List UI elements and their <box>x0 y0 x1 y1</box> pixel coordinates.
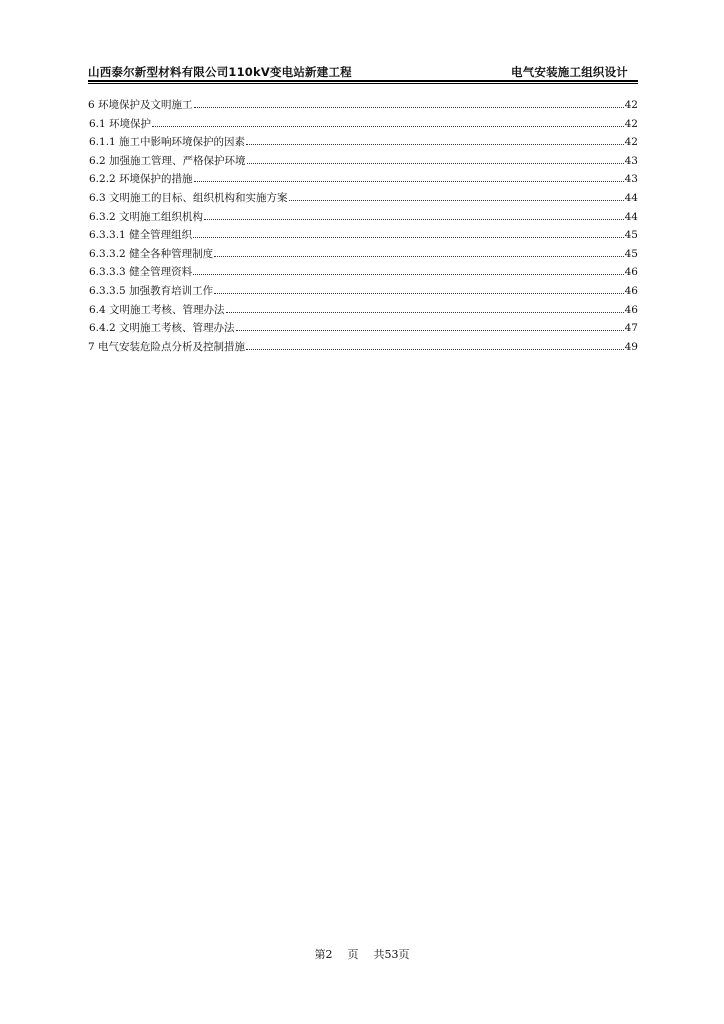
toc-entry[interactable] <box>88 170 638 189</box>
toc-dot-leader <box>289 200 624 201</box>
toc-entry-page: 42 <box>624 136 638 149</box>
toc-entry-title: 6.3.3.5 加强教育培训工作 <box>89 284 214 297</box>
toc-dot-leader <box>194 181 624 182</box>
header-rule <box>88 80 638 82</box>
page-footer <box>0 946 724 962</box>
toc-dot-leader <box>152 126 624 127</box>
toc-entry[interactable] <box>88 96 638 115</box>
toc-entry[interactable] <box>88 189 638 208</box>
toc-entry-page: 45 <box>624 229 638 242</box>
toc-dot-leader <box>193 237 624 238</box>
toc-entry[interactable] <box>88 133 638 152</box>
footer-page-number: 2 <box>325 948 333 961</box>
header-project-title: 山西泰尔新型材料有限公司110kV变电站新建工程 <box>88 65 352 79</box>
toc-dot-leader <box>193 274 624 275</box>
footer-total-pages: 共53页 <box>373 948 410 961</box>
toc-entry-page: 44 <box>624 210 638 223</box>
header-document-title: 电气安装施工组织设计 <box>511 65 628 79</box>
toc-entry[interactable] <box>88 152 638 171</box>
table-of-contents <box>88 96 638 356</box>
toc-entry-title: 6.1.1 施工中影响环境保护的因素 <box>89 136 246 149</box>
toc-entry-page: 43 <box>624 173 638 186</box>
toc-dot-leader <box>246 349 624 350</box>
toc-dot-leader <box>226 312 624 313</box>
toc-entry[interactable] <box>88 338 638 357</box>
toc-entry-page: 49 <box>624 340 638 353</box>
toc-dot-leader <box>214 256 624 257</box>
toc-dot-leader <box>236 330 624 331</box>
toc-entry-title: 6.3 文明施工的目标、组织机构和实施方案 <box>89 191 288 204</box>
toc-entry-page: 42 <box>624 117 638 130</box>
toc-entry-title: 6.2 加强施工管理、严格保护环境 <box>89 154 246 167</box>
footer-page-prefix: 第 <box>314 948 326 961</box>
toc-dot-leader <box>247 163 624 164</box>
toc-entry-title: 6.3.2 文明施工组织机构 <box>89 210 204 223</box>
toc-dot-leader <box>246 144 624 145</box>
toc-entry-page: 43 <box>624 154 638 167</box>
toc-entry[interactable] <box>88 245 638 264</box>
toc-dot-leader <box>214 293 624 294</box>
toc-dot-leader <box>204 219 624 220</box>
toc-entry-page: 45 <box>624 247 638 260</box>
toc-entry-title: 6 环境保护及文明施工 <box>88 99 193 111</box>
toc-entry-title: 6.3.3.3 健全管理资料 <box>89 266 193 279</box>
toc-entry[interactable] <box>88 115 638 134</box>
toc-entry-page: 42 <box>624 99 638 111</box>
header-rule-thin <box>88 83 638 84</box>
toc-entry[interactable] <box>88 226 638 245</box>
toc-entry-page: 44 <box>624 191 638 204</box>
toc-entry[interactable] <box>88 301 638 320</box>
toc-entry-page: 46 <box>624 284 638 297</box>
toc-entry-title: 6.4 文明施工考核、管理办法 <box>89 303 225 316</box>
footer-page-suffix: 页 <box>347 948 359 961</box>
toc-entry-title: 6.3.3.2 健全各种管理制度 <box>89 247 214 260</box>
toc-entry-title: 6.1 环境保护 <box>89 117 152 130</box>
toc-entry-page: 46 <box>624 266 638 279</box>
toc-entry-title: 6.2.2 环境保护的措施 <box>89 173 193 186</box>
toc-entry-page: 47 <box>624 322 638 335</box>
toc-entry-title: 6.4.2 文明施工考核、管理办法 <box>89 322 235 335</box>
toc-entry[interactable] <box>88 208 638 227</box>
toc-entry-title: 6.3.3.1 健全管理组织 <box>89 229 193 242</box>
toc-entry[interactable] <box>88 282 638 301</box>
page-header <box>88 62 638 80</box>
toc-entry-page: 46 <box>624 303 638 316</box>
toc-dot-leader <box>194 107 624 108</box>
toc-entry-title: 7 电气安装危险点分析及控制措施 <box>88 340 246 353</box>
toc-entry[interactable] <box>88 263 638 282</box>
toc-entry[interactable] <box>88 319 638 338</box>
